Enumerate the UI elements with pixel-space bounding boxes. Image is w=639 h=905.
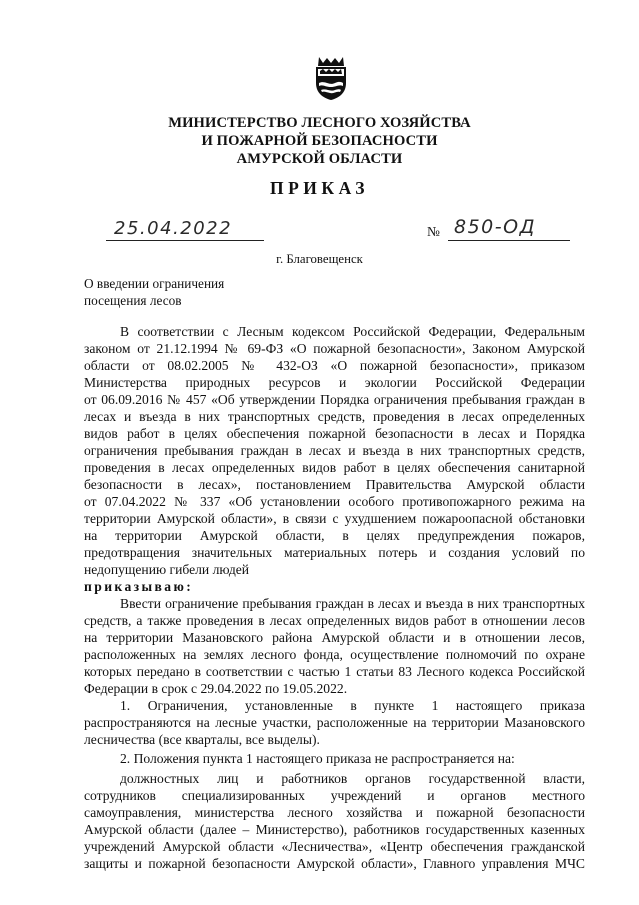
preamble-line: лесах и въезда в них транспортных средств, проведения в лесах определенных: [84, 409, 585, 424]
city-label: г. Благовещенск: [276, 252, 363, 266]
document-number: 850-ОД: [454, 216, 536, 238]
preamble-line: законом от 21.12.1994 № 69-ФЗ «О пожарной безопасности», Законом Амурской: [84, 341, 585, 356]
order-line: на территории Мазановского района Амурской области и в отношении лесов,: [84, 630, 585, 645]
order-line: Ввести ограничение пребывания граждан в лесах и въезда в них транспортных: [120, 596, 585, 611]
order-line: средств, а также проведения в лесах определенных видов работ в отношении лесов: [84, 613, 585, 628]
order-keyword: приказываю:: [84, 579, 194, 594]
preamble-line: В соответствии с Лесным кодексом Российской Федерации, Федеральным: [120, 324, 585, 339]
item1-line: лесничества (все кварталы, все выделы).: [84, 732, 320, 747]
preamble-line: безопасности в лесах», постановлением Правительства Амурской области: [84, 477, 585, 492]
item2-line: 2. Положения пункта 1 настоящего приказа не распространяется на:: [120, 751, 515, 766]
preamble-line: Министерства природных ресурсов и экологии Российской Федерации: [84, 375, 585, 390]
subject-line: О введении ограничения: [84, 276, 225, 291]
number-sign: №: [427, 224, 440, 239]
order-line: расположенных на землях лесного фонда, осуществление полномочий по охране: [84, 647, 585, 662]
item1-line: 1. Ограничения, установленные в пункте 1 настоящего приказа: [120, 698, 585, 713]
document-subject: [84, 275, 224, 309]
item2-line: сотрудников специализированных учреждений и органов местного: [84, 788, 585, 803]
item2-line: самоуправления, министерства лесного хозяйства и пожарной безопасности: [84, 805, 585, 820]
document-date: 25.04.2022: [114, 218, 233, 239]
item1-line: распространяются на лесные участки, расположенные на территории Мазановского: [84, 715, 585, 730]
subject-line: посещения лесов: [84, 293, 182, 308]
order-line: которых передано в соответствии с частью 1 статьи 83 Лесного кодекса Российской: [84, 664, 585, 679]
order-line: Федерации в срок с 29.04.2022 по 19.05.2022.: [84, 681, 348, 696]
preamble-line: на территории Амурской области, в целях предупреждения пожаров,: [84, 528, 585, 543]
preamble-line: ограничения пребывания граждан в лесах и въезда в них транспортных средств,: [84, 443, 585, 458]
date-underline: [106, 240, 264, 241]
preamble-line: недопущению гибели людей: [84, 562, 250, 577]
item2-line: учреждений Амурской области «Лесничества», «Центр обеспечения гражданской: [84, 839, 585, 854]
item2-line: Амурской области (далее – Министерство), работников государственных казенных: [84, 822, 585, 837]
number-underline: [448, 240, 570, 241]
ministry-title-line-2: И ПОЖАРНОЙ БЕЗОПАСНОСТИ: [201, 133, 438, 149]
preamble-line: проведения в лесах определенных видов работ в целях обеспечения санитарной: [84, 460, 585, 475]
ministry-title-line-3: АМУРСКОЙ ОБЛАСТИ: [236, 151, 403, 167]
preamble-line: области от 08.02.2005 № 432-ОЗ «О пожарной безопасности», приказом: [84, 358, 585, 373]
preamble-line: предотвращения значительных материальных потерь и создания условий по: [84, 545, 585, 560]
item2-line: защиты и пожарной безопасности Амурской области», Главного управления МЧС: [84, 856, 585, 871]
item2-line: должностных лиц и работников органов государственной власти,: [120, 771, 585, 786]
ministry-title-line-1: МИНИСТЕРСТВО ЛЕСНОГО ХОЗЯЙСТВА: [168, 115, 471, 131]
preamble-line: от 07.04.2022 № 337 «Об установлении особого противопожарного режима на: [84, 494, 585, 509]
preamble-line: территории Амурской области», в связи с ухудшением пожароопасной обстановки: [84, 511, 585, 526]
coat-of-arms-icon: [313, 55, 349, 101]
document-type: ПРИКАЗ: [269, 178, 370, 198]
preamble-line: от 06.09.2016 № 457 «Об утверждении Порядка ограничения пребывания граждан в: [84, 392, 585, 407]
preamble-line: видов работ в целях обеспечения пожарной безопасности в лесах и Порядка: [84, 426, 585, 441]
